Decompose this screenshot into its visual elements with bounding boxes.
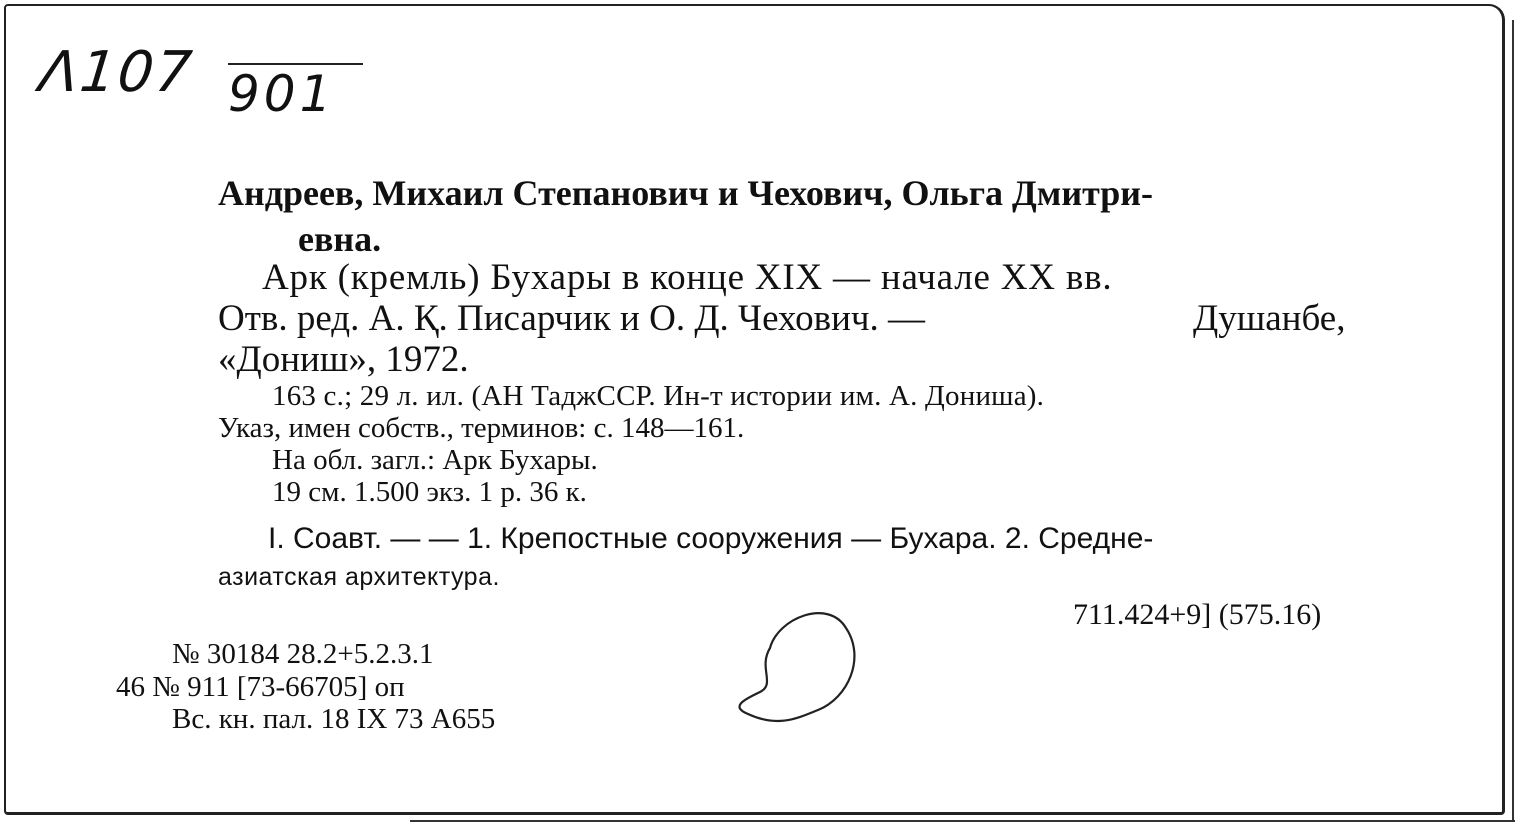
description-line2: Указ, имен собств., терминов: с. 148—161. [218, 412, 745, 444]
footer-line1: № 30184 28.2+5.2.3.1 [172, 638, 434, 670]
footer-line3: Вс. кн. пал. 18 IX 73 А655 [172, 703, 496, 735]
shelfmark-number: 901 [228, 65, 336, 123]
library-stamp-outline [718, 588, 878, 748]
classification-number: 711.424+9] (575.16) [1073, 598, 1322, 631]
title-line3: «Дониш», 1972. [218, 339, 469, 380]
author-heading-line1: Андреев, Михаил Степанович и Чехович, Ольга Дмитри- [218, 173, 1153, 213]
title-line1: Арк (кремль) Бухары в конце XIX — начале XX вв. [262, 257, 1113, 298]
title-line2-left: Отв. ред. А. Қ. Писарчик и О. Д. Чехович. — [218, 298, 926, 339]
card-edge-right [1512, 20, 1514, 820]
description-line1: 163 с.; 29 л. ил. (АН ТаджССР. Ин-т истории им. А. Дониша). [272, 380, 1045, 412]
card-edge-bottom [410, 820, 1515, 822]
title-line2-right: Душанбе, [1193, 298, 1346, 339]
description-line4: 19 см. 1.500 экз. 1 р. 36 к. [272, 476, 587, 508]
tracings-line2: азиатская архитектура. [218, 563, 500, 591]
description-line3: На обл. загл.: Арк Бухары. [272, 444, 598, 476]
tracings-line1: I. Соавт. — — 1. Крепостные сооружения — Бухара. 2. Средне- [268, 522, 1154, 555]
footer-line2: 46 № 911 [73-66705] оп [116, 671, 405, 703]
author-heading-line2: евна. [298, 219, 382, 259]
shelfmark-class: Λ107 [36, 40, 197, 105]
